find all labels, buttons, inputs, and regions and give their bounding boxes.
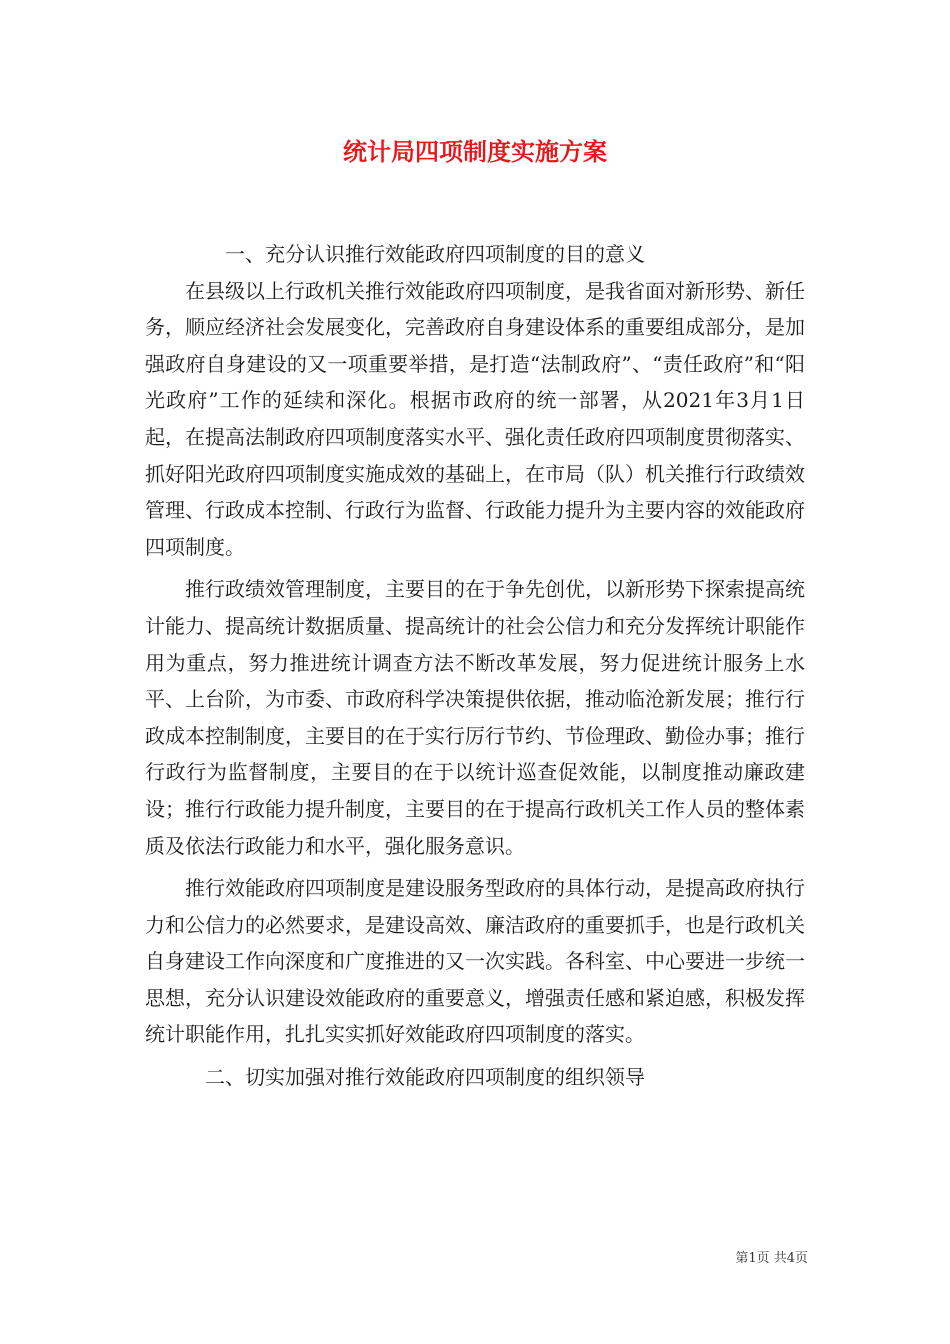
paragraph-1: 在县级以上行政机关推行效能政府四项制度，是我省面对新形势、新任务，顺应经济社会发展变化，完善政府自身建设体系的重要组成部分，是加强政府自身建设的又一项重要举措，是打造“法制政府”、“责任政府”和“阳光政府”工作的延续和深化。根据市政府的统一部署，从2021年3月1日起，在提高法制政府四项制度落实水平、强化责任政府四项制度贯彻落实、抓好阳光政府四项制度实施成效的基础上，在市局（队）机关推行行政绩效管理、行政成本控制、行政行为监督、行政能力提升为主要内容的效能政府四项制度。: [145, 278, 805, 559]
document-title: 统计局四项制度实施方案: [343, 137, 607, 166]
section-heading-2: 二、切实加强对推行效能政府四项制度的组织领导: [205, 1065, 645, 1090]
page-number: 第1页 共4页: [735, 1251, 808, 1266]
document-body: [145, 236, 805, 1096]
section-heading-1: 一、充分认识推行效能政府四项制度的目的意义: [225, 242, 645, 266]
paragraph-2: 推行政绩效管理制度，主要目的在于争先创优，以新形势下探索提高统计能力、提高统计数据质量、提高统计的社会公信力和充分发挥统计职能作用为重点，努力推进统计调查方法不断改革发展，努力促进统计服务上水平、上台阶，为市委、市政府科学决策提供依据，推动临沧新发展；推行行政成本控制制度，主要目的在于实行厉行节约、节俭理政、勤俭办事；推行行政行为监督制度，主要目的在于以统计巡查促效能，以制度推动廉政建设；推行行政能力提升制度，主要目的在于提高行政机关工作人员的整体素质及依法行政能力和水平，强化服务意识。: [145, 577, 805, 858]
paragraph-3: 推行效能政府四项制度是建设服务型政府的具体行动，是提高政府执行力和公信力的必然要求，是建设高效、廉洁政府的重要抓手，也是行政机关自身建设工作向深度和广度推进的又一次实践。各科室、中心要进一步统一思想，充分认识建设效能政府的重要意义，增强责任感和紧迫感，积极发挥统计职能作用，扎扎实实抓好效能政府四项制度的落实。: [145, 876, 805, 1047]
